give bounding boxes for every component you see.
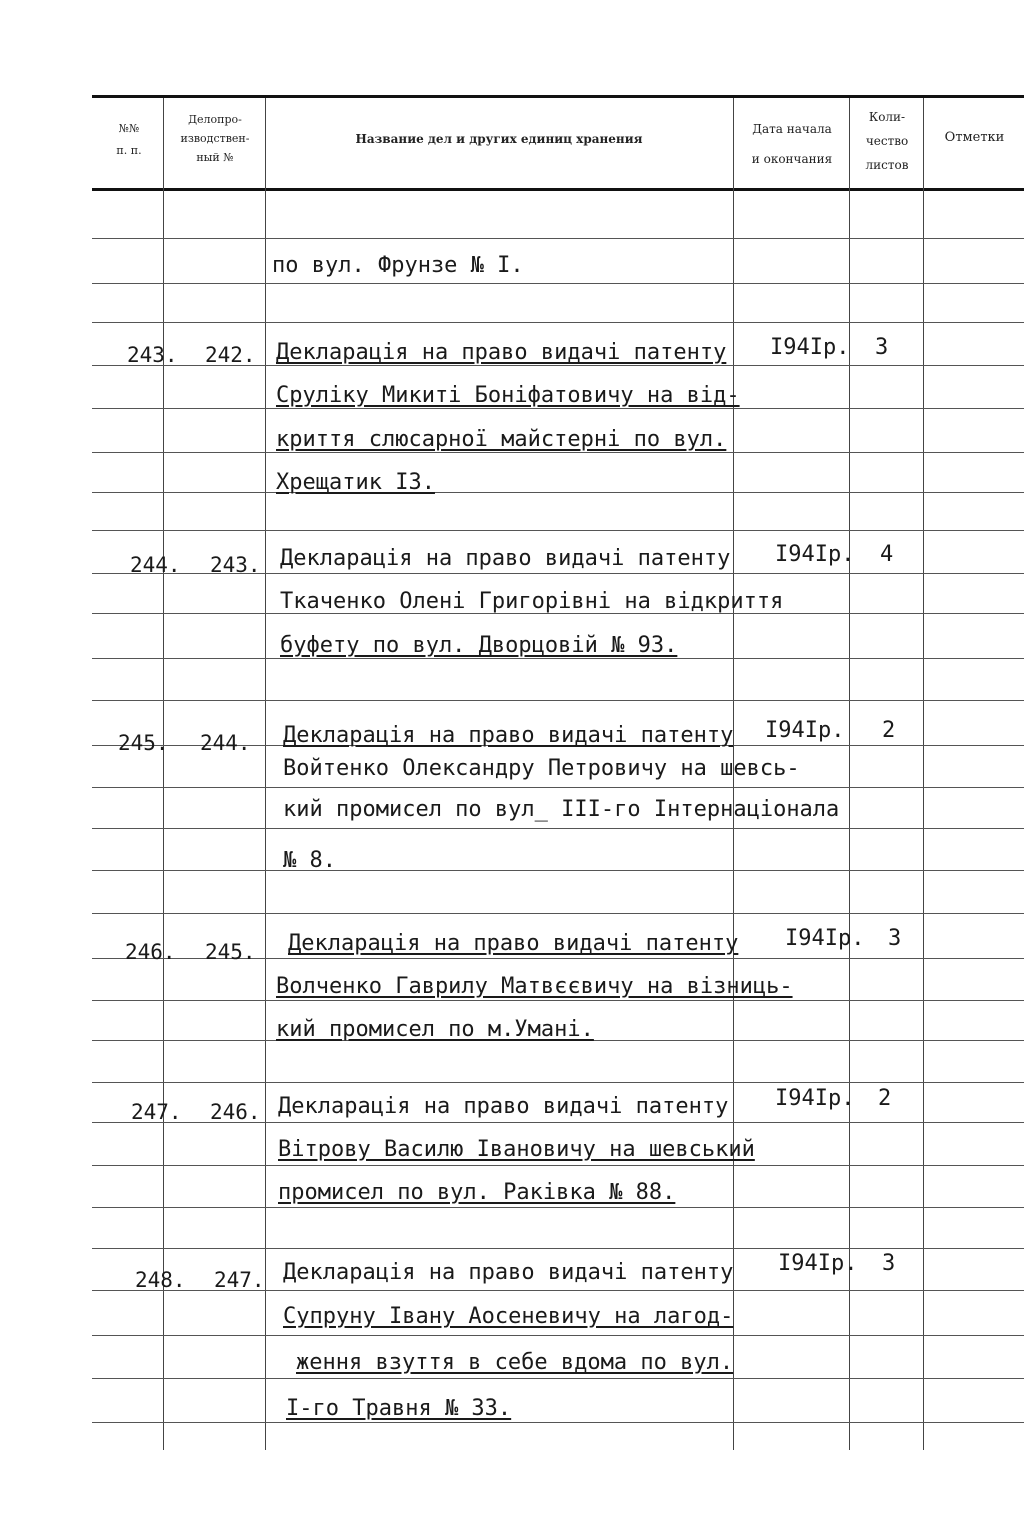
record-title-line: № 8. <box>283 848 336 873</box>
ruled-line <box>92 1207 1024 1208</box>
record-title-line: Декларація на право видачі патенту <box>278 1094 729 1119</box>
record-title-line: Вітрову Василю Івановичу на шевський <box>278 1137 755 1162</box>
header-notes: Отметки <box>944 130 1005 145</box>
header-sheets <box>851 105 923 177</box>
record-title-line: Хрещатик I3. <box>276 470 435 495</box>
ruled-line <box>92 530 1024 531</box>
record-sheets: 2 <box>878 1086 892 1111</box>
record-title-line: Супруну Івану Аосеневичу на лагод- <box>283 1304 734 1329</box>
record-title-line: Декларація на право видачі патенту <box>280 546 731 571</box>
ruled-line <box>92 1378 1024 1379</box>
record-title-line: буфету по вул. Дворцовій № 93. <box>280 633 678 658</box>
ruled-line <box>92 870 1024 871</box>
record-sheets: 3 <box>875 335 889 360</box>
ruled-line <box>92 787 1024 788</box>
record-date: I94Iр. <box>778 1251 858 1276</box>
header-office-line: изводствен- <box>180 132 250 145</box>
header-sheets-line: чество <box>865 134 909 148</box>
record-office-number: 242. <box>205 343 256 367</box>
header-number <box>95 118 163 162</box>
record-date: I94Iр. <box>775 542 855 567</box>
ruled-line <box>92 1082 1024 1083</box>
record-title-line: I-го Травня № 33. <box>286 1396 512 1421</box>
ruled-line <box>92 1248 1024 1249</box>
ruled-line <box>92 283 1024 284</box>
continuation-line: по вул. Фрунзе № I. <box>272 253 524 278</box>
record-number: 243. <box>127 343 178 367</box>
record-office-number: 245. <box>205 940 256 964</box>
ruled-line <box>92 1165 1024 1166</box>
record-title-line: Декларація на право видачі патенту <box>288 931 739 956</box>
ruled-line <box>92 452 1024 453</box>
record-sheets: 4 <box>880 542 894 567</box>
record-title-line: кий промисел по вул_ III-го Інтернаціонала <box>283 797 840 822</box>
record-title-line: Войтенко Олександру Петровичу на шевсь- <box>283 756 800 781</box>
ruled-line <box>92 1422 1024 1423</box>
record-title-line: Декларація на право видачі патенту <box>276 340 727 365</box>
header-dates-line: и окончания <box>751 152 833 166</box>
record-office-number: 244. <box>200 731 251 755</box>
record-number: 246. <box>125 940 176 964</box>
header-office-line: Делопро- <box>188 113 242 126</box>
header-office-number <box>166 110 264 167</box>
record-title-line: промисел по вул. Раківка № 88. <box>278 1180 676 1205</box>
header-number-line: №№ <box>118 122 140 135</box>
ruled-line <box>92 828 1024 829</box>
header-title: Название дел и других единиц хранения <box>355 132 643 146</box>
record-number: 248. <box>135 1268 186 1292</box>
ruled-line <box>92 700 1024 701</box>
record-title-line: Сруліку Микиті Боніфатовичу на від- <box>276 383 740 408</box>
header-sheets-line: Коли- <box>868 110 906 124</box>
record-title-line: Декларація на право видачі патенту <box>283 1260 734 1285</box>
record-sheets: 3 <box>888 926 902 951</box>
ruled-line <box>92 408 1024 409</box>
header-bottom-rule <box>92 188 1024 191</box>
record-date: I94Iр. <box>770 335 850 360</box>
header-sheets-line: листов <box>865 158 909 172</box>
record-sheets: 2 <box>882 718 896 743</box>
header-top-rule <box>92 95 1024 98</box>
record-number: 247. <box>131 1100 182 1124</box>
record-number: 245. <box>118 731 169 755</box>
header-office-line: ный № <box>196 151 234 164</box>
record-office-number: 243. <box>210 553 261 577</box>
record-title-line: Декларація на право видачі патенту <box>283 723 734 748</box>
ruled-line <box>92 322 1024 323</box>
record-title-line: криття слюсарної майстерні по вул. <box>276 427 727 452</box>
header-dates-line: Дата начала <box>752 122 832 136</box>
record-date: I94Iр. <box>765 718 845 743</box>
header-number-line: п. п. <box>116 144 142 157</box>
record-title-line: Волченко Гаврилу Матвєєвичу на візниць- <box>276 974 793 999</box>
record-number: 244. <box>130 553 181 577</box>
record-office-number: 246. <box>210 1100 261 1124</box>
ruled-line <box>92 1000 1024 1001</box>
record-title-line: кий промисел по м.Умані. <box>276 1017 594 1042</box>
record-title-line: ження взуття в себе вдома по вул. <box>296 1350 734 1375</box>
record-sheets: 3 <box>882 1251 896 1276</box>
ruled-line <box>92 238 1024 239</box>
header-dates <box>736 114 848 174</box>
ruled-line <box>92 658 1024 659</box>
record-title-line: Ткаченко Олені Григорівні на відкриття <box>280 589 784 614</box>
ruled-line <box>92 492 1024 493</box>
ruled-line <box>92 1335 1024 1336</box>
record-date: I94Iр. <box>785 926 865 951</box>
record-office-number: 247. <box>214 1268 265 1292</box>
record-date: I94Iр. <box>775 1086 855 1111</box>
ruled-line <box>92 913 1024 914</box>
